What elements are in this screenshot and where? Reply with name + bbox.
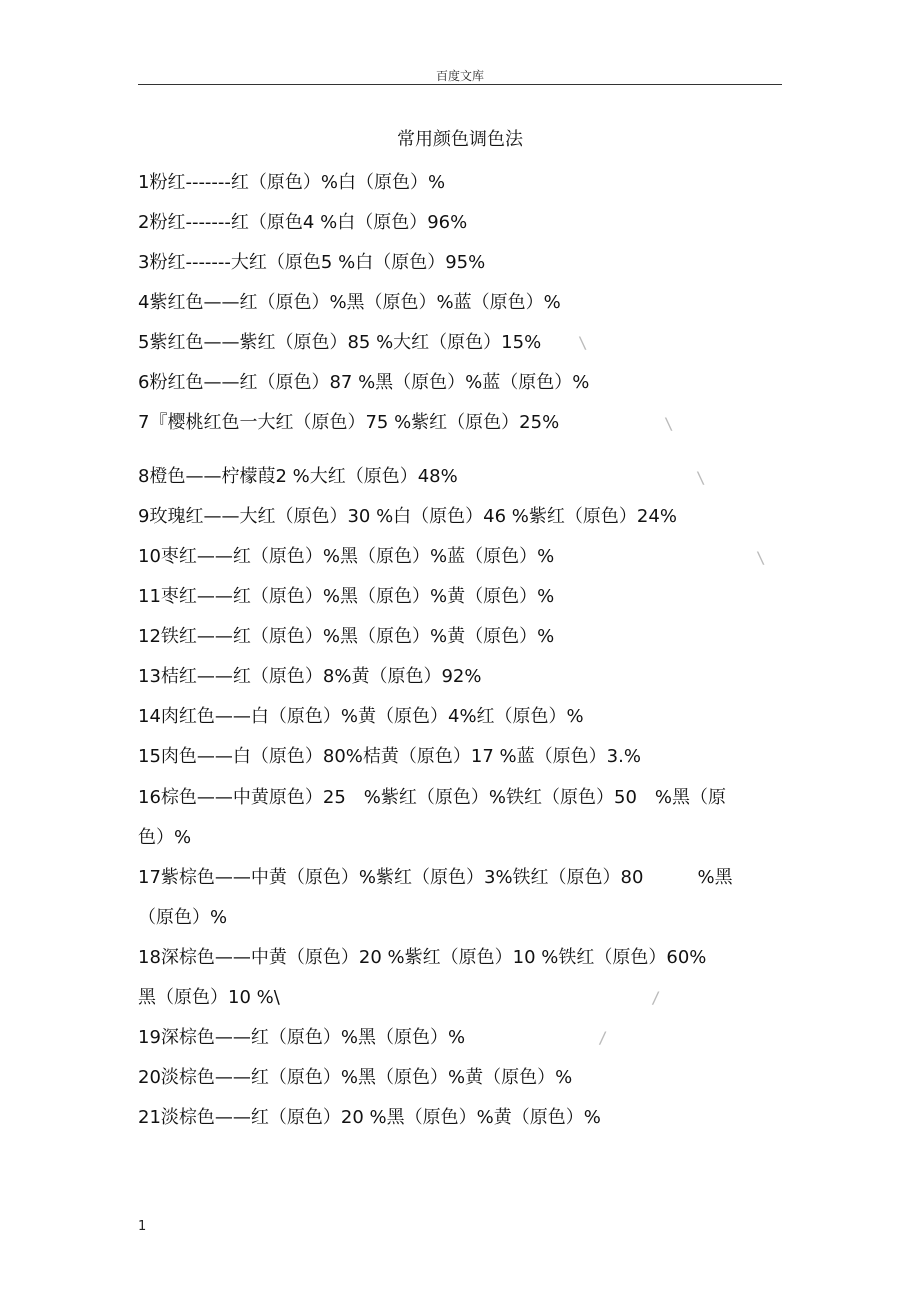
recipe-line-11: 11枣红——红（原色）%黑（原色）%黄（原色）% <box>138 586 555 607</box>
recipe-line-8: 8橙色——柠檬葭2 %大红（原色）48% <box>138 466 458 487</box>
recipe-line-10: 10枣红——红（原色）%黑（原色）%蓝（原色）% <box>138 546 555 567</box>
recipe-line-3: 3粉红-------大红（原色5 %白（原色）95% <box>138 252 486 273</box>
recipe-line-1: 1粉红-------红（原色）%白（原色）% <box>138 172 446 193</box>
recipe-line-17: 17紫棕色——中黄（原色）%紫红（原色）3%铁红（原色）80 %黑 <box>138 867 733 888</box>
recipe-line-6: 6粉红色——红（原色）87 %黑（原色）%蓝（原色）% <box>138 372 590 393</box>
recipe-line-7: 7『樱桃红色一大红（原色）75 %紫红（原色）25% <box>138 412 560 433</box>
recipe-line-15: 15肉色——白（原色）80%桔黄（原色）17 %蓝（原色）3.% <box>138 746 641 767</box>
page-number: 1 <box>138 1219 147 1234</box>
recipe-line-19: 19深棕色——红（原色）%黑（原色）% <box>138 1027 466 1048</box>
recipe-line-14: 14肉红色——白（原色）%黄（原色）4%红（原色）% <box>138 706 584 727</box>
scan-mark: \ <box>696 468 706 487</box>
recipe-line-2: 2粉红-------红（原色4 %白（原色）96% <box>138 212 468 233</box>
recipe-line-17-continued: （原色）% <box>138 907 228 928</box>
scan-mark: \ <box>664 414 674 433</box>
recipe-line-5: 5紫红色——紫红（原色）85 %大红（原色）15% <box>138 332 542 353</box>
recipe-line-21: 21淡棕色——红（原色）20 %黑（原色）%黄（原色）% <box>138 1107 601 1128</box>
recipe-line-16-continued: 色）% <box>138 827 192 848</box>
document-title: 常用颜色调色法 <box>397 129 523 150</box>
recipe-line-20: 20淡棕色——红（原色）%黑（原色）%黄（原色）% <box>138 1067 573 1088</box>
scan-mark: \ <box>756 548 766 567</box>
recipe-line-16: 16棕色——中黄原色）25 %紫红（原色）%铁红（原色）50 %黑（原 <box>138 787 727 808</box>
recipe-line-18: 18深棕色——中黄（原色）20 %紫红（原色）10 %铁红（原色）60% <box>138 947 707 968</box>
recipe-line-13: 13桔红——红（原色）8%黄（原色）92% <box>138 666 482 687</box>
scan-mark: \ <box>578 333 588 352</box>
scan-mark: / <box>598 1028 608 1047</box>
recipe-line-18-continued: 黑（原色）10 %\ <box>138 987 280 1008</box>
recipe-line-12: 12铁红——红（原色）%黑（原色）%黄（原色）% <box>138 626 555 647</box>
header-divider <box>138 84 782 85</box>
recipe-line-9: 9玫瑰红——大红（原色）30 %白（原色）46 %紫红（原色）24% <box>138 506 677 527</box>
page-header: 百度文库 <box>435 69 484 83</box>
recipe-line-4: 4紫红色——红（原色）%黑（原色）%蓝（原色）% <box>138 292 561 313</box>
scan-mark: / <box>651 988 661 1007</box>
